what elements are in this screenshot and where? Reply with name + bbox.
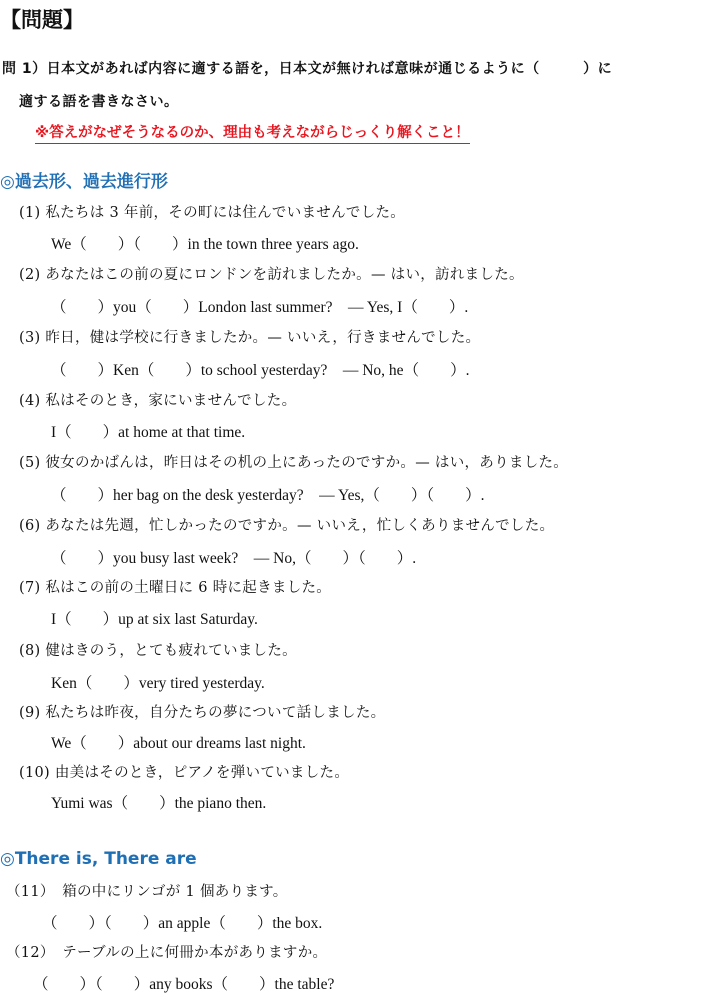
question-6-japanese: (6) あなたは先週，忙しかったのですか。— いいえ，忙しくありませんでした。: [19, 518, 555, 534]
section-title: ◎過去形、過去進行形: [0, 172, 168, 192]
question-12-japanese: （12） テーブルの上に何冊か本がありますか。: [6, 945, 328, 961]
question-2-japanese: (2) あなたはこの前の夏にロンドンを訪れましたか。— はい，訪れました。: [19, 267, 524, 283]
question-9-english: We（ ）about our dreams last night.: [51, 735, 306, 752]
question-9-japanese: (9) 私たちは昨夜，自分たちの夢について話しました。: [19, 705, 386, 721]
instruction-note: ※答えがなぜそうなるのか、理由も考えながらじっくり解くこと！: [35, 121, 470, 144]
question-11-japanese: （11） 箱の中にリンゴが 1 個あります。: [6, 884, 288, 900]
question-11-english: （ ）（ ）an apple（ ）the box.: [42, 915, 323, 932]
question-4-japanese: (4) 私はそのとき，家にいませんでした。: [19, 393, 297, 409]
question-5-english: （ ）her bag on the desk yesterday? — Yes,（ ）（ ）.: [51, 487, 485, 504]
question-10-english: Yumi was（ ）the piano then.: [51, 795, 267, 812]
instruction-line-2: 適する語を書きなさい。: [19, 94, 179, 110]
question-7-english: I（ ）up at six last Saturday.: [51, 611, 258, 628]
question-12-english: （ ）（ ）any books（ ）the table?: [33, 976, 335, 993]
question-8-english: Ken（ ）very tired yesterday.: [51, 675, 265, 692]
instruction-line-1: 問 1）日本文があれば内容に適する語を，日本文が無ければ意味が通じるように（ ）に: [2, 61, 613, 77]
question-5-japanese: (5) 彼女のかばんは，昨日はその机の上にあったのですか。— はい，ありました。: [19, 455, 569, 471]
question-8-japanese: (8) 健はきのう，とても疲れていました。: [19, 643, 297, 659]
section-title: ◎There is, There are: [0, 849, 197, 869]
question-3-english: （ ）Ken（ ）to school yesterday? — No, he（ ）.: [51, 362, 470, 379]
question-4-english: I（ ）at home at that time.: [51, 424, 246, 441]
question-6-english: （ ）you busy last week? — No,（ ）（ ）.: [51, 550, 417, 567]
page-title: 【問題】: [0, 8, 84, 32]
question-3-japanese: (3) 昨日，健は学校に行きましたか。— いいえ，行きませんでした。: [19, 330, 481, 346]
question-1-english: We（ ）（ ）in the town three years ago.: [51, 236, 359, 253]
question-2-english: （ ）you（ ）London last summer? — Yes, I（ ）.: [51, 299, 469, 316]
question-7-japanese: (7) 私はこの前の土曜日に 6 時に起きました。: [19, 580, 332, 596]
question-1-japanese: (1) 私たちは 3 年前，その町には住んでいませんでした。: [19, 205, 406, 221]
question-10-japanese: (10) 由美はそのとき，ピアノを弾いていました。: [19, 765, 350, 781]
